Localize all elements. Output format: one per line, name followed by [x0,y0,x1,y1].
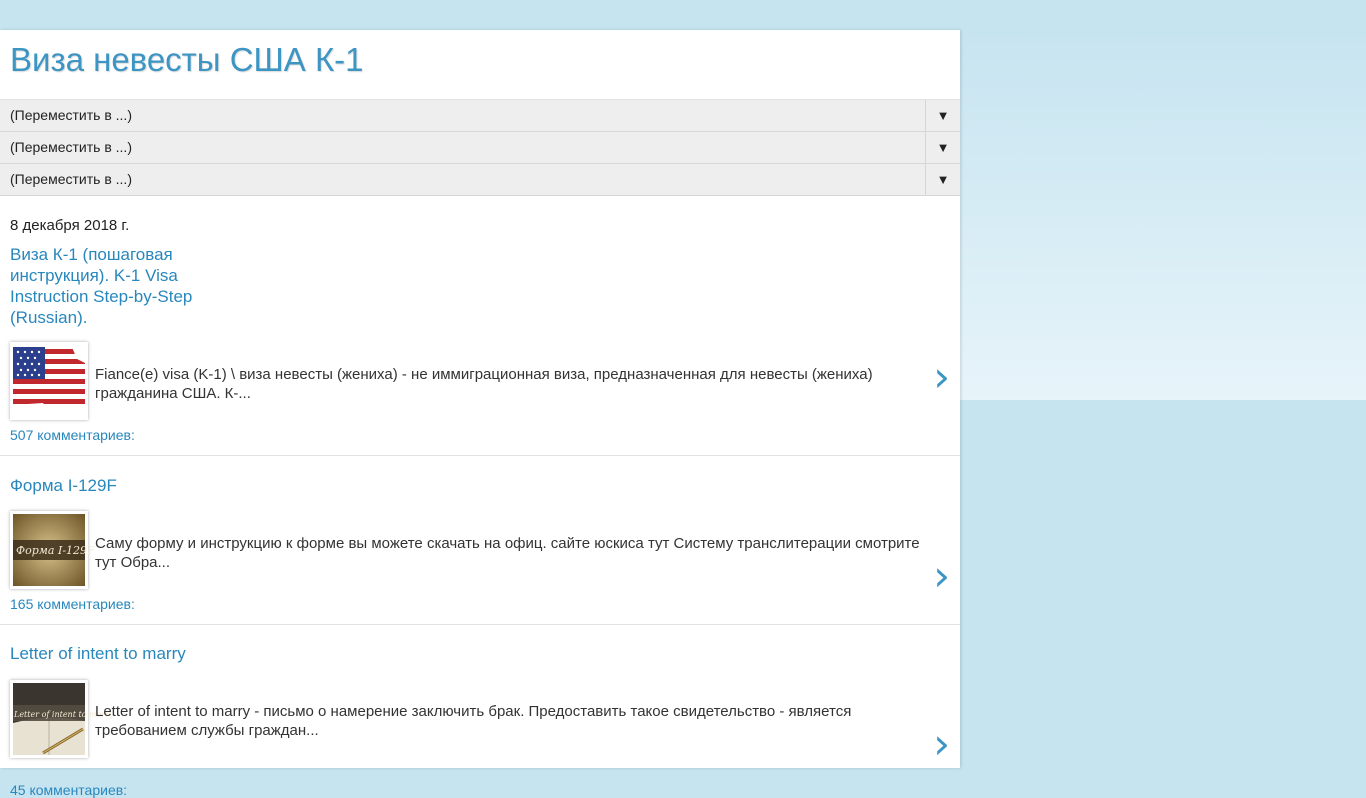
post-item [0,244,960,456]
blog-header [0,30,960,100]
form-parchment-thumbnail[interactable] [10,511,95,589]
date-header: 8 декабря 2018 г. [10,217,130,234]
background-gradient [960,30,1366,400]
post-title-link[interactable]: Форма I-129F [10,476,117,495]
nav-dropdown-2[interactable] [0,132,960,164]
post-snippet: Fiance(e) visa (K-1) \ виза невесты (жениха) - не иммиграционная виза, предназначенная для невесты (жениха) гражданина США. К-... [95,366,873,402]
blog-title[interactable]: Виза невесты США К-1 [10,41,364,78]
letter-pen-thumbnail[interactable] [10,680,114,758]
nav-dropdown-1[interactable] [0,100,960,132]
nav-dropdown-label: (Переместить в ...) [10,139,132,155]
comments-link[interactable]: 507 комментариев: [10,427,135,443]
post-item [0,643,960,798]
comments-link[interactable]: 45 комментариев: [10,782,128,798]
nav-dropdown-label: (Переместить в ...) [10,171,132,187]
post-snippet: Letter of intent to marry - письмо о намерение заключить брак. Предоставить такое свидетельство - является требованием службы граждан... [95,703,852,739]
post-title-link[interactable]: Виза К-1 (пошаговая инструкция). K-1 Visa Instruction Step-by-Step (Russian). [10,245,193,327]
dropdown-arrow-icon: ▼ [925,164,960,195]
mobile-page [0,30,960,798]
dropdown-arrow-icon: ▼ [925,100,960,131]
chevron-right-icon[interactable]: › [933,551,950,600]
us-flag-map-thumbnail[interactable] [10,342,88,420]
post-snippet: Саму форму и инструкцию к форме вы можете скачать на офиц. сайте юскиса тут Систему транслитерации смотрите тут Обра... [95,535,920,571]
chevron-right-icon[interactable]: › [933,352,950,401]
post-title-link[interactable]: Letter of intent to marry [10,644,186,663]
thumbnail-caption: Letter of intent to marry [14,710,114,719]
chevron-right-icon[interactable]: › [933,719,950,768]
nav-dropdown-3[interactable] [0,164,960,196]
dropdown-arrow-icon: ▼ [925,132,960,163]
thumbnail-caption: Форма I-129F [16,544,95,557]
nav-dropdown-label: (Переместить в ...) [10,107,132,123]
post-item [0,475,960,625]
comments-link[interactable]: 165 комментариев: [10,596,135,612]
